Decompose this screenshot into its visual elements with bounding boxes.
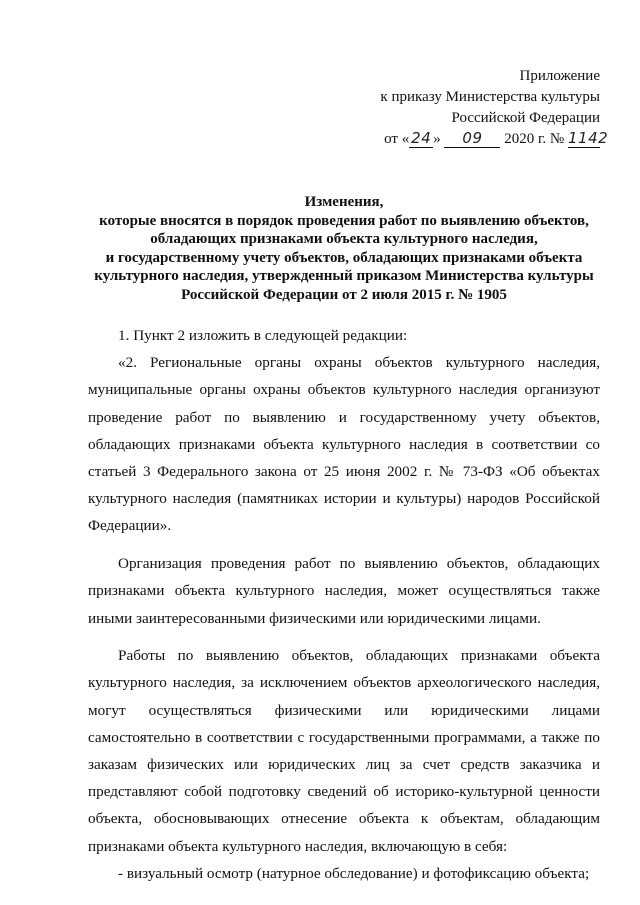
paragraph: «2. Региональные органы охраны объектов культурного наследия, муниципальные органы охраны объектов культурного наследия организуют проведение работ по выявлению и государственному учету объектов, обладающих признаками объекта культурного наследия в соответствии со статьей 3 Федерального закона от 25 июня 2002 г. № 73-ФЗ «Об объектах культурного наследия (памятниках истории и культуры) народов Российской Федерации». bbox=[88, 354, 600, 535]
title-line: Изменения, bbox=[304, 194, 384, 210]
title-line: обладающих признаками объекта культурного наследия, bbox=[150, 231, 538, 248]
paragraph: Организация проведения работ по выявлению объектов, обладающих признаками объекта культурного наследия, может осуществляться также иными заинтересованными физическими или юридическими лицами. bbox=[88, 555, 600, 627]
date-month bbox=[444, 130, 500, 148]
title-line: культурного наследия, утвержденный приказом Министерства культуры bbox=[94, 268, 594, 285]
title-line: Российской Федерации от 2 июля 2015 г. № 1905 bbox=[181, 286, 507, 303]
date-day bbox=[409, 130, 433, 148]
appendix-header bbox=[380, 66, 609, 150]
paragraph: Работы по выявлению объектов, обладающих признаками объекта культурного наследия, за исключением объектов археологического наследия, могут осуществляться физическими или юридическими лицами самостоятельно в соответствии с государственными программами, а также по заказам физических или юридических лиц за счет средств заказчика и представляют собой подготовку сведений об историко-культурной ценности объекта, обосновывающих отнесение объекта к объектам, обладающим признаками объекта культурного наследия, включающую в себя: bbox=[88, 647, 600, 855]
appendix-order-ref: к приказу Министерства культуры bbox=[380, 89, 600, 105]
paragraph: 1. Пункт 2 изложить в следующей редакции: bbox=[118, 327, 408, 344]
order-number bbox=[568, 129, 609, 148]
date-month-handwritten: 09 bbox=[462, 129, 483, 147]
date-mid: » bbox=[433, 131, 445, 147]
title-line: и государственному учету объектов, обладающих признаками объекта bbox=[105, 249, 583, 266]
document-title bbox=[84, 193, 604, 305]
date-year: 2020 г. № bbox=[500, 131, 568, 147]
appendix-date-line bbox=[380, 129, 609, 150]
date-day-handwritten: 24 bbox=[411, 129, 432, 147]
appendix-country: Российской Федерации bbox=[451, 110, 600, 126]
appendix-label: Приложение bbox=[519, 68, 600, 84]
date-prefix: от « bbox=[384, 131, 410, 147]
list-item: - визуальный осмотр (натурное обследование) и фотофиксацию объекта; bbox=[118, 864, 590, 882]
order-number-handwritten: 1142 bbox=[568, 129, 609, 147]
title-line: которые вносятся в порядок проведения работ по выявлению объектов, bbox=[99, 212, 589, 229]
document-body bbox=[88, 322, 600, 887]
